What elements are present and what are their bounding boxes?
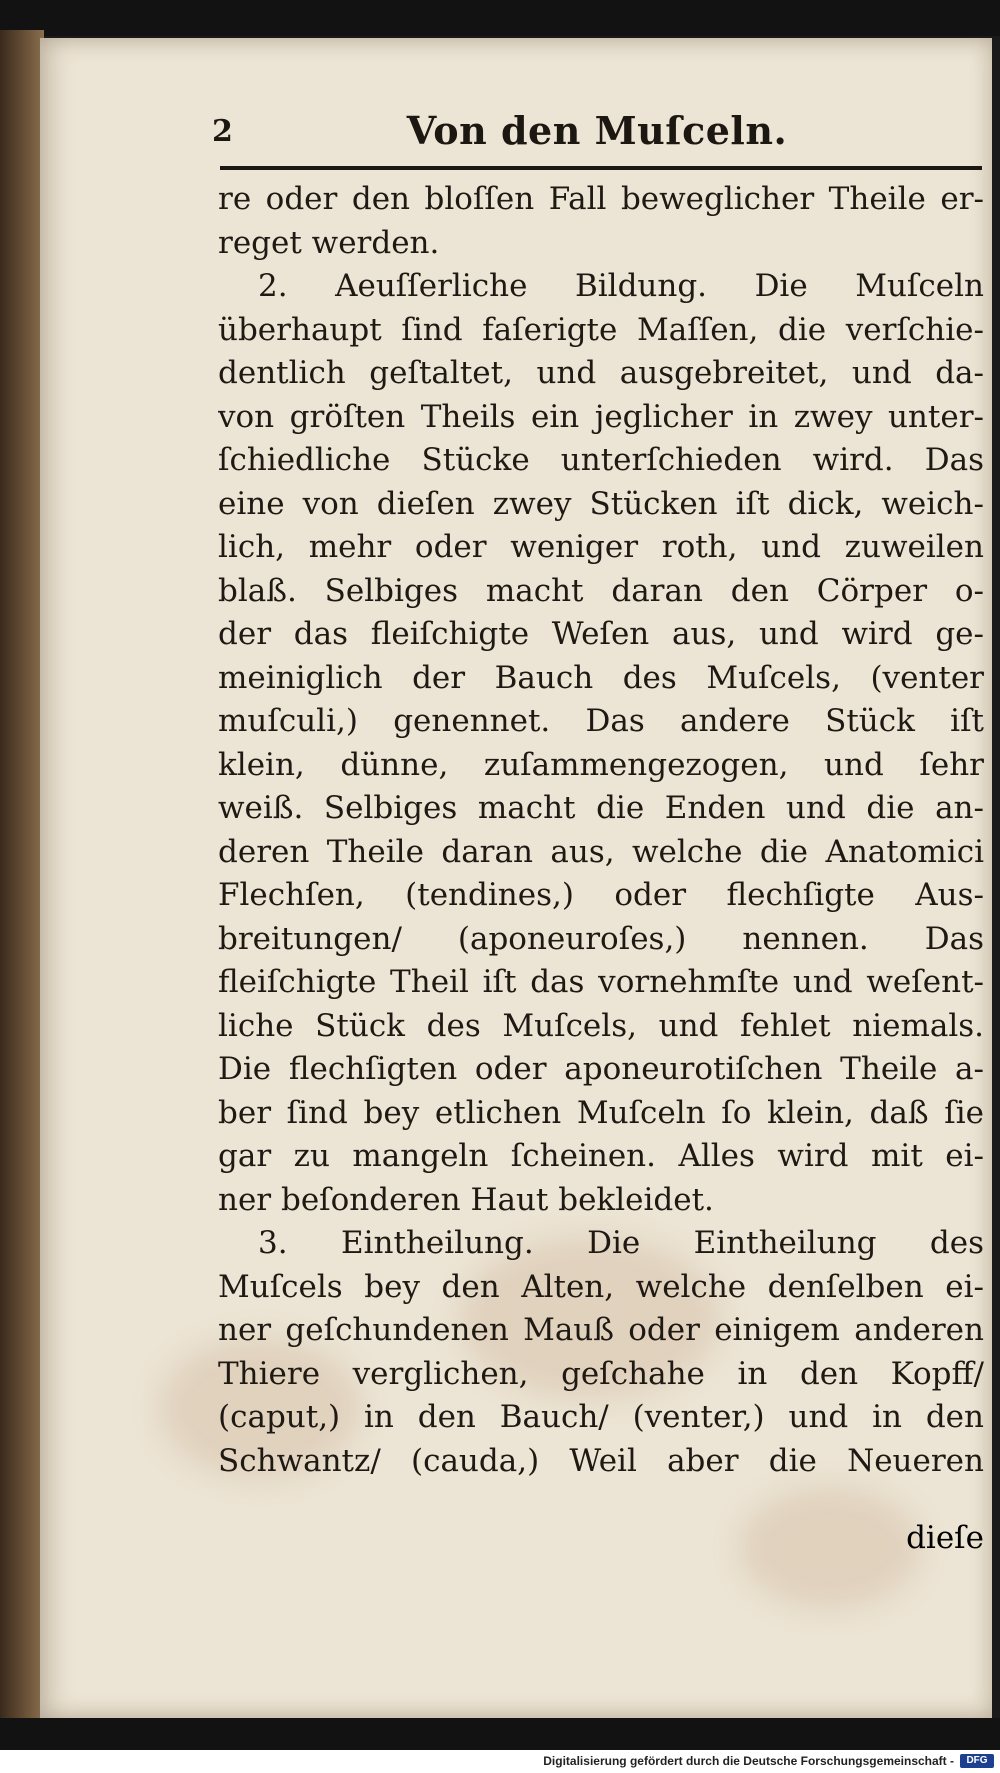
header-rule [220,166,982,170]
text-line: 2. Aeuſſerliche Bildung. Die Muſceln [258,268,984,304]
text-line: Schwantz/ (cauda,) Weil aber die Neueren [218,1442,984,1479]
running-head [212,108,982,164]
text-line: re oder den bloſſen Fall beweglicher Theile er- [218,181,984,217]
text-line: deren Theile daran aus, welche die Anatomici [218,833,984,870]
text-line: blaß. Selbiges macht daran den Cörper o- [218,572,984,609]
credit-bar [0,1750,1000,1773]
text-line: breitungen/ (aponeuroſes,) nennen. Das [218,920,984,957]
running-title: Von den Muſceln. [406,108,788,153]
text-line: eine von dieſen zwey Stücken iſt dick, weich- [218,485,984,522]
text-line: Die flechſigten oder aponeurotiſchen Theile a- [218,1051,984,1087]
text-line: ber ſind bey etlichen Muſceln ſo klein, daß ſie [218,1094,984,1131]
text-line: klein, dünne, zuſammengezogen, und ſehr [218,746,984,783]
text-line: überhaupt ſind faſerigte Maſſen, die verſchie- [218,311,984,348]
text-line: Thiere verglichen, geſchahe in den Kopff/ [218,1355,984,1392]
text-line: Flechſen, (tendines,) oder flechſigte Aus- [218,877,984,913]
text-line: ſchiedliche Stücke unterſchieden wird. Das [218,442,984,478]
text-line: ner beſonderen Haut bekleidet. [218,1181,714,1218]
text-line: dentlich geſtaltet, und ausgebreitet, und da- [218,355,984,391]
scan-top-border [0,0,1000,36]
digitization-credit: Digitalisierung gefördert durch die Deutsche Forschungsgemeinschaft - [543,1754,954,1768]
text-line: ner geſchundenen Mauß oder einigem anderen [218,1312,984,1348]
text-line: gar zu mangeln ſcheinen. Alles wird mit ei- [218,1138,984,1174]
text-line: meiniglich der Bauch des Muſcels, (venter [218,659,984,696]
dfg-logo: DFG [960,1754,994,1768]
book-spine-edge [0,30,44,1720]
text-line: (caput,) in den Bauch/ (venter,) und in den [218,1399,984,1435]
catchword-line [218,1517,984,1561]
catchword: dieſe [906,1520,984,1556]
text-line: der das fleiſchigte Weſen aus, und wird ge- [218,616,984,652]
text-line: von gröſten Theils ein jeglicher in zwey unter- [218,398,984,435]
text-line: lich, mehr oder weniger roth, und zuweilen [218,529,984,565]
page-number: 2 [212,114,233,149]
text-line: 3. Eintheilung. Die Eintheilung des [258,1225,984,1261]
text-line: reget werden. [218,224,440,261]
body-text [218,178,984,1483]
text-line: liche Stück des Muſcels, und fehlet niemals. [218,1007,984,1044]
text-line: Muſcels bey den Alten, welche denſelben ei- [218,1268,984,1305]
text-line: fleiſchigte Theil iſt das vornehmſte und weſent- [218,964,984,1000]
scan-bottom-border [0,1718,1000,1750]
text-line: weiß. Selbiges macht die Enden und die an- [218,790,984,826]
text-line: muſculi,) genennet. Das andere Stück iſt [218,703,984,739]
